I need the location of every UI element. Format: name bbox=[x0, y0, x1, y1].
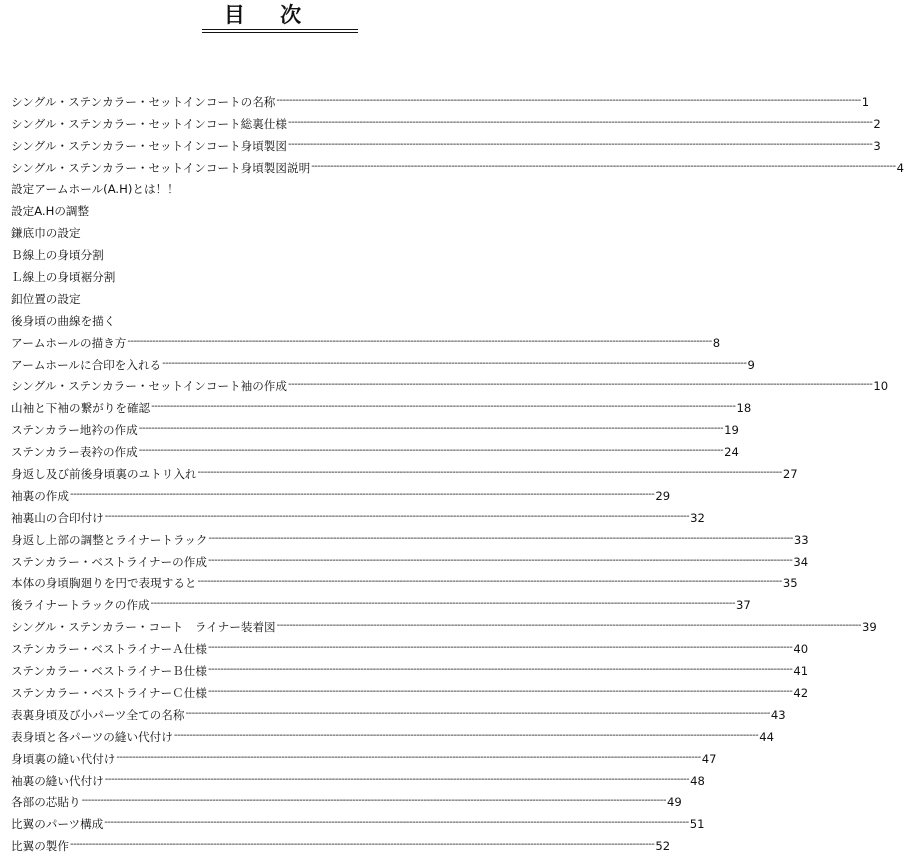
toc-entry-leader: -------------------------------------------------------------------------------------------------------------------------------------------------------------------------------------------- bbox=[150, 598, 735, 610]
toc-entry-label: Ｌ線上の身頃裾分割 bbox=[11, 270, 116, 285]
toc-entry-label: 比翼の製作 bbox=[11, 839, 69, 854]
toc-entry-label: 比翼のパーツ構成 bbox=[11, 817, 104, 832]
toc-entry-label: アームホールの描き方 bbox=[11, 335, 127, 350]
toc-entry-label: シングル・ステンカラー・セットインコート総裏仕様 bbox=[11, 116, 287, 131]
toc-entry-leader: -------------------------------------------------------------------------------------------------------------------------------------------------------------------------------------------- bbox=[81, 795, 666, 807]
toc-entry-label: ステンカラー・ベストライナーＣ仕様 bbox=[11, 685, 207, 700]
table-of-contents bbox=[11, 87, 904, 854]
toc-entry-leader: -------------------------------------------------------------------------------------------------------------------------------------------------------------------------------------------- bbox=[162, 357, 747, 369]
toc-entry-leader: -------------------------------------------------------------------------------------------------------------------------------------------------------------------------------------------- bbox=[116, 751, 701, 763]
toc-entry-page-number: 52 bbox=[655, 839, 671, 854]
toc-entry bbox=[11, 306, 514, 328]
toc-entry-leader: -------------------------------------------------------------------------------------------------------------------------------------------------------------------------------------------- bbox=[104, 817, 689, 829]
toc-entry-label: 身頃裏の縫い代付け bbox=[11, 751, 116, 766]
toc-entry bbox=[11, 240, 514, 262]
toc-entry-label: ステンカラー・ベストライナーＢ仕様 bbox=[11, 664, 207, 679]
toc-entry-page-number: 37 bbox=[735, 598, 751, 613]
toc-entry bbox=[11, 284, 514, 306]
toc-entry-leader: -------------------------------------------------------------------------------------------------------------------------------------------------------------------------------------------- bbox=[276, 94, 861, 106]
toc-entry-page-number: 47 bbox=[701, 751, 717, 766]
toc-entry-leader: -------------------------------------------------------------------------------------------------------------------------------------------------------------------------------------------- bbox=[207, 642, 793, 654]
title-double-underline bbox=[202, 29, 358, 33]
toc-entry bbox=[11, 569, 798, 591]
toc-entry-leader: -------------------------------------------------------------------------------------------------------------------------------------------------------------------------------------------- bbox=[104, 773, 690, 785]
toc-entry-label: ステンカラー・ベストライナーＡ仕様 bbox=[11, 642, 207, 657]
toc-entry-leader: -------------------------------------------------------------------------------------------------------------------------------------------------------------------------------------------- bbox=[311, 160, 896, 172]
toc-entry bbox=[11, 634, 809, 657]
toc-entry-page-number: 51 bbox=[689, 817, 705, 832]
toc-entry-page-number: 44 bbox=[759, 729, 775, 744]
toc-entry-label: 釦位置の設定 bbox=[11, 291, 81, 306]
toc-entry-leader: -------------------------------------------------------------------------------------------------------------------------------------------------------------------------------------------- bbox=[288, 379, 873, 391]
toc-entry-page-number: 10 bbox=[873, 379, 889, 394]
toc-entry bbox=[11, 131, 881, 153]
toc-entry-page-number: 29 bbox=[655, 488, 671, 503]
toc-entry bbox=[11, 153, 904, 175]
toc-entry-leader: -------------------------------------------------------------------------------------------------------------------------------------------------------------------------------------------- bbox=[173, 729, 759, 741]
toc-entry-leader: -------------------------------------------------------------------------------------------------------------------------------------------------------------------------------------------- bbox=[207, 664, 793, 676]
toc-entry bbox=[11, 393, 752, 416]
toc-entry bbox=[11, 481, 671, 503]
toc-entry-label: 本体の身頃胸廻りを円で表現すると bbox=[11, 576, 197, 591]
toc-entry-leader: -------------------------------------------------------------------------------------------------------------------------------------------------------------------------------------------- bbox=[69, 488, 655, 500]
toc-entry-leader: -------------------------------------------------------------------------------------------------------------------------------------------------------------------------------------------- bbox=[207, 554, 793, 566]
toc-entry-leader: -------------------------------------------------------------------------------------------------------------------------------------------------------------------------------------------- bbox=[207, 685, 793, 697]
toc-entry bbox=[11, 175, 514, 197]
toc-entry bbox=[11, 328, 721, 350]
toc-entry-leader: -------------------------------------------------------------------------------------------------------------------------------------------------------------------------------------------- bbox=[185, 707, 770, 719]
toc-entry-page-number: 39 bbox=[862, 620, 877, 635]
toc-entry-label: 山袖と下袖の繋がりを確認 bbox=[11, 401, 151, 416]
toc-entry bbox=[11, 809, 705, 832]
toc-entry bbox=[11, 678, 809, 700]
toc-entry-page-number: 33 bbox=[793, 532, 809, 547]
toc-entry bbox=[11, 437, 739, 460]
toc-entry-page-number: 32 bbox=[690, 510, 705, 525]
toc-entry-label: 設定A.Hの調整 bbox=[11, 204, 90, 219]
toc-entry bbox=[11, 700, 786, 722]
toc-entry-label: 袖裏の縫い代付け bbox=[11, 773, 104, 788]
toc-entry bbox=[11, 722, 775, 744]
toc-entry-page-number: 34 bbox=[793, 554, 809, 569]
toc-entry-leader: -------------------------------------------------------------------------------------------------------------------------------------------------------------------------------------------- bbox=[138, 445, 724, 457]
toc-entry bbox=[11, 766, 705, 788]
toc-entry-label: シングル・ステンカラー・セットインコート袖の作成 bbox=[11, 379, 287, 394]
toc-entry bbox=[11, 262, 514, 284]
toc-entry-page-number: 43 bbox=[770, 707, 786, 722]
toc-entry bbox=[11, 612, 877, 635]
toc-entry-page-number: 3 bbox=[873, 138, 881, 153]
toc-entry-leader: -------------------------------------------------------------------------------------------------------------------------------------------------------------------------------------------- bbox=[104, 510, 690, 522]
toc-entry-page-number: 48 bbox=[690, 773, 705, 788]
toc-entry bbox=[11, 656, 809, 679]
title-block bbox=[0, 0, 525, 28]
toc-entry-page-number: 8 bbox=[712, 335, 721, 350]
toc-entry-page-number: 41 bbox=[793, 664, 809, 679]
toc-entry-leader: -------------------------------------------------------------------------------------------------------------------------------------------------------------------------------------------- bbox=[276, 620, 862, 632]
toc-entry-leader: -------------------------------------------------------------------------------------------------------------------------------------------------------------------------------------------- bbox=[208, 532, 793, 544]
toc-entry-label: シングル・ステンカラー・セットインコートの名称 bbox=[11, 94, 276, 109]
toc-entry bbox=[11, 109, 881, 131]
toc-entry bbox=[11, 350, 755, 372]
toc-entry-leader: -------------------------------------------------------------------------------------------------------------------------------------------------------------------------------------------- bbox=[127, 335, 712, 347]
toc-entry-label: 各部の芯貼り bbox=[11, 795, 81, 810]
toc-entry-page-number: 27 bbox=[782, 467, 798, 482]
toc-entry-leader: -------------------------------------------------------------------------------------------------------------------------------------------------------------------------------------------- bbox=[138, 423, 724, 435]
toc-entry-label: ステンカラー表衿の作成 bbox=[11, 445, 138, 460]
toc-entry bbox=[11, 218, 514, 240]
toc-entry-label: 設定アームホール(A.H)とは！！ bbox=[11, 182, 179, 197]
toc-entry-label: ステンカラー地衿の作成 bbox=[11, 423, 138, 438]
toc-entry-label: シングル・ステンカラー・セットインコート身頃製図 bbox=[11, 138, 287, 153]
toc-entry bbox=[11, 459, 798, 482]
toc-entry-page-number: 9 bbox=[747, 357, 755, 372]
toc-entry-label: 身返し上部の調整とライナートラック bbox=[11, 532, 208, 547]
toc-entry-label: 後身頃の曲線を描く bbox=[11, 313, 116, 328]
toc-entry-label: シングル・ステンカラー・コート ライナー装着図 bbox=[11, 620, 276, 635]
toc-entry-page-number: 40 bbox=[793, 642, 809, 657]
toc-entry bbox=[11, 831, 671, 854]
toc-entry-page-number: 42 bbox=[793, 685, 809, 700]
toc-entry-label: 後ライナートラックの作成 bbox=[11, 598, 150, 613]
toc-entry-leader: -------------------------------------------------------------------------------------------------------------------------------------------------------------------------------------------- bbox=[69, 839, 655, 851]
toc-entry-leader: -------------------------------------------------------------------------------------------------------------------------------------------------------------------------------------------- bbox=[197, 467, 782, 479]
toc-entry bbox=[11, 744, 717, 766]
toc-entry bbox=[11, 503, 705, 525]
toc-entry-leader: -------------------------------------------------------------------------------------------------------------------------------------------------------------------------------------------- bbox=[288, 116, 873, 128]
toc-entry bbox=[11, 87, 870, 109]
toc-entry-label: シングル・ステンカラー・セットインコート身頃製図説明 bbox=[11, 160, 311, 175]
toc-entry-label: 袖裏山の合印付け bbox=[11, 510, 104, 525]
toc-entry-label: Ｂ線上の身頃分割 bbox=[11, 248, 104, 263]
toc-entry-page-number: 24 bbox=[724, 445, 739, 460]
toc-entry bbox=[11, 196, 514, 218]
toc-entry-page-number: 18 bbox=[736, 401, 752, 416]
toc-entry-leader: -------------------------------------------------------------------------------------------------------------------------------------------------------------------------------------------- bbox=[288, 138, 873, 150]
page-title: 目 次 bbox=[223, 3, 316, 27]
toc-entry-leader: -------------------------------------------------------------------------------------------------------------------------------------------------------------------------------------------- bbox=[197, 576, 782, 588]
toc-entry-label: アームホールに合印を入れる bbox=[11, 357, 162, 372]
toc-entry bbox=[11, 788, 682, 810]
toc-entry-page-number: 4 bbox=[896, 160, 904, 175]
toc-entry bbox=[11, 547, 809, 569]
toc-entry-page-number: 1 bbox=[861, 94, 870, 109]
toc-entry-label: 身返し及び前後身頃裏のユトリ入れ bbox=[11, 467, 197, 482]
toc-entry-label: 表裏身頃及び小パーツ全ての名称 bbox=[11, 707, 185, 722]
toc-entry-page-number: 19 bbox=[724, 423, 739, 438]
toc-entry-page-number: 35 bbox=[782, 576, 798, 591]
toc-entry-label: 表身頃と各パーツの縫い代付け bbox=[11, 729, 173, 744]
toc-entry bbox=[11, 372, 889, 394]
toc-entry-page-number: 49 bbox=[666, 795, 682, 810]
toc-entry bbox=[11, 525, 809, 547]
toc-entry-label: 袖裏の作成 bbox=[11, 488, 69, 503]
toc-entry-label: 鎌底巾の設定 bbox=[11, 226, 81, 241]
toc-entry-page-number: 2 bbox=[873, 116, 881, 131]
toc-entry bbox=[11, 590, 751, 613]
toc-entry bbox=[11, 415, 739, 438]
toc-entry-label: ステンカラー・ベストライナーの作成 bbox=[11, 554, 207, 569]
toc-entry-leader: -------------------------------------------------------------------------------------------------------------------------------------------------------------------------------------------- bbox=[151, 401, 736, 413]
